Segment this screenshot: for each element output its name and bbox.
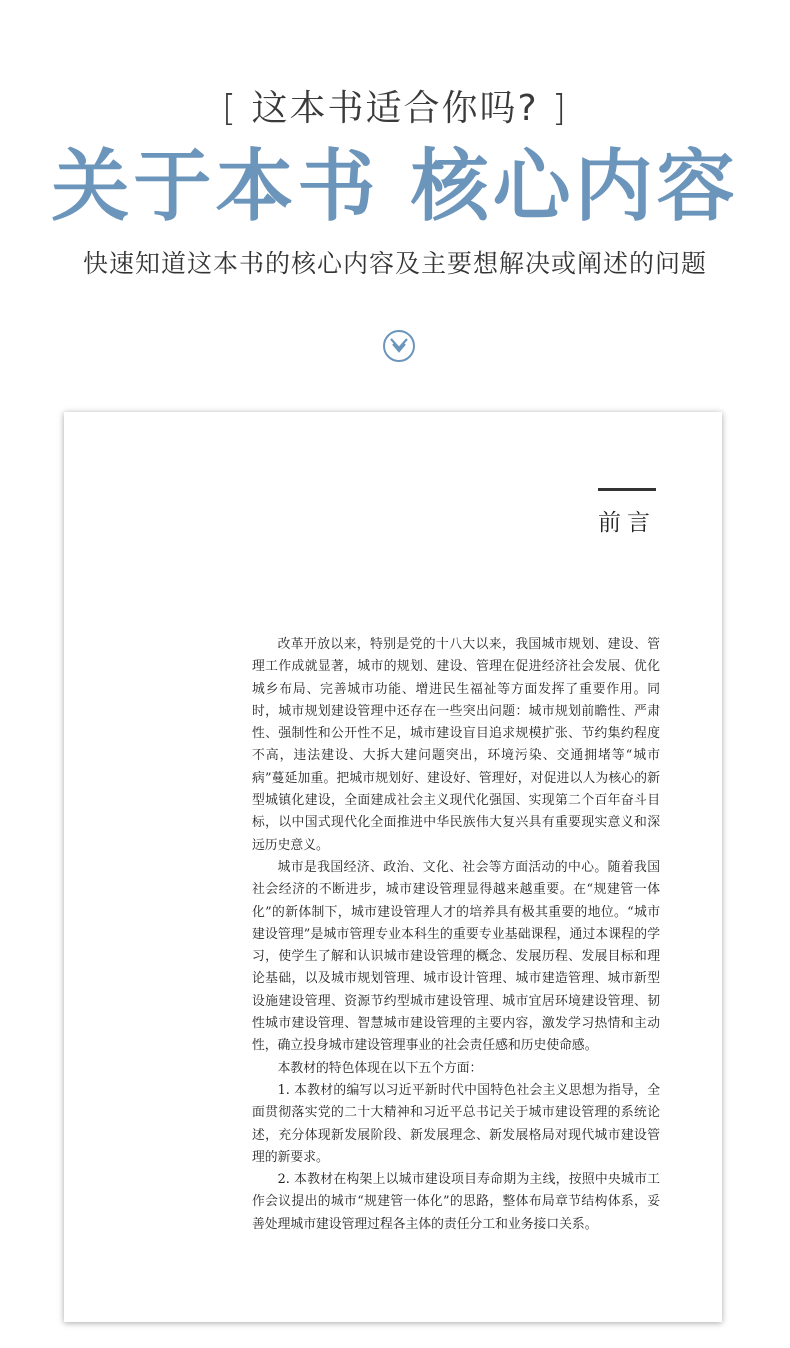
book-page (64, 412, 722, 1322)
hero-title: 关于本书 核心内容 (51, 141, 739, 232)
eyebrow (0, 80, 790, 131)
paragraph: 本教材的特色体现在以下五个方面： (277, 1060, 483, 1076)
eyebrow-bracket-close: ] (552, 88, 569, 129)
heading-rule (598, 488, 656, 491)
paragraph: 2. 本教材在构架上以城市建设项目寿命期为主线，按照中央城市工作会议提出的城市“规建管一体化”的思路，整体布局章节结构体系，妥善处理城市建设管理过程各主体的责任分工和业务接口关系。 (252, 1172, 660, 1232)
paragraph: 1. 本教材的编写以习近平新时代中国特色社会主义思想为指导，全面贯彻落实党的二十大精神和习近平总书记关于城市建设管理的系统论述，充分体现新发展阶段、新发展理念、新发展格局对现代城市建设管理的新要求。 (252, 1082, 660, 1165)
subtitle: 快速知道这本书的核心内容及主要想解决或阐述的问题 (82, 249, 707, 278)
paragraph: 城市是我国经济、政治、文化、社会等方面活动的中心。随着我国社会经济的不断进步，城市建设管理显得越来越重要。在“规建管一体化”的新体制下，城市建设管理人才的培养具有极其重要的地位。“城市建设管理”是城市管理专业本科生的重要专业基础课程，通过本课程的学习，使学生了解和认识城市建设管理的概念、发展历程、发展目标和理论基础，以及城市规划管理、城市设计管理、城市建造管理、城市新型设施建设管理、资源节约型城市建设管理、城市宜居环境建设管理、韧性城市建设管理、智慧城市建设管理的主要内容，激发学习热情和主动性，确立投身城市建设管理事业的社会责任感和历史使命感。 (252, 859, 660, 1054)
eyebrow-text: 这本书适合你吗? (251, 88, 539, 129)
paragraph: 改革开放以来，特别是党的十八大以来，我国城市规划、建设、管理工作成就显著，城市的规划、建设、管理在促进经济社会发展、优化城乡布局、完善城市功能、增进民生福祉等方面发挥了重要作用。同时，城市规划建设管理中还存在一些突出问题：城市规划前瞻性、严肃性、强制性和公开性不足，城市建设盲目追求规模扩张、节约集约程度不高，违法建设、大拆大建问题突出，环境污染、交通拥堵等“城市病”蔓延加重。把城市规划好、建设好、管理好，对促进以人为核心的新型城镇化建设，全面建成社会主义现代化强国、实现第二个百年奋斗目标，以中国式现代化全面推进中华民族伟大复兴具有重要现实意义和深远历史意义。 (252, 637, 660, 853)
chevron-down-circle-icon[interactable] (383, 330, 415, 362)
preface-heading: 前言 (598, 510, 656, 536)
chevron-down-icon (389, 337, 409, 355)
preface-body (252, 634, 660, 1236)
eyebrow-bracket-open: [ (221, 88, 238, 129)
